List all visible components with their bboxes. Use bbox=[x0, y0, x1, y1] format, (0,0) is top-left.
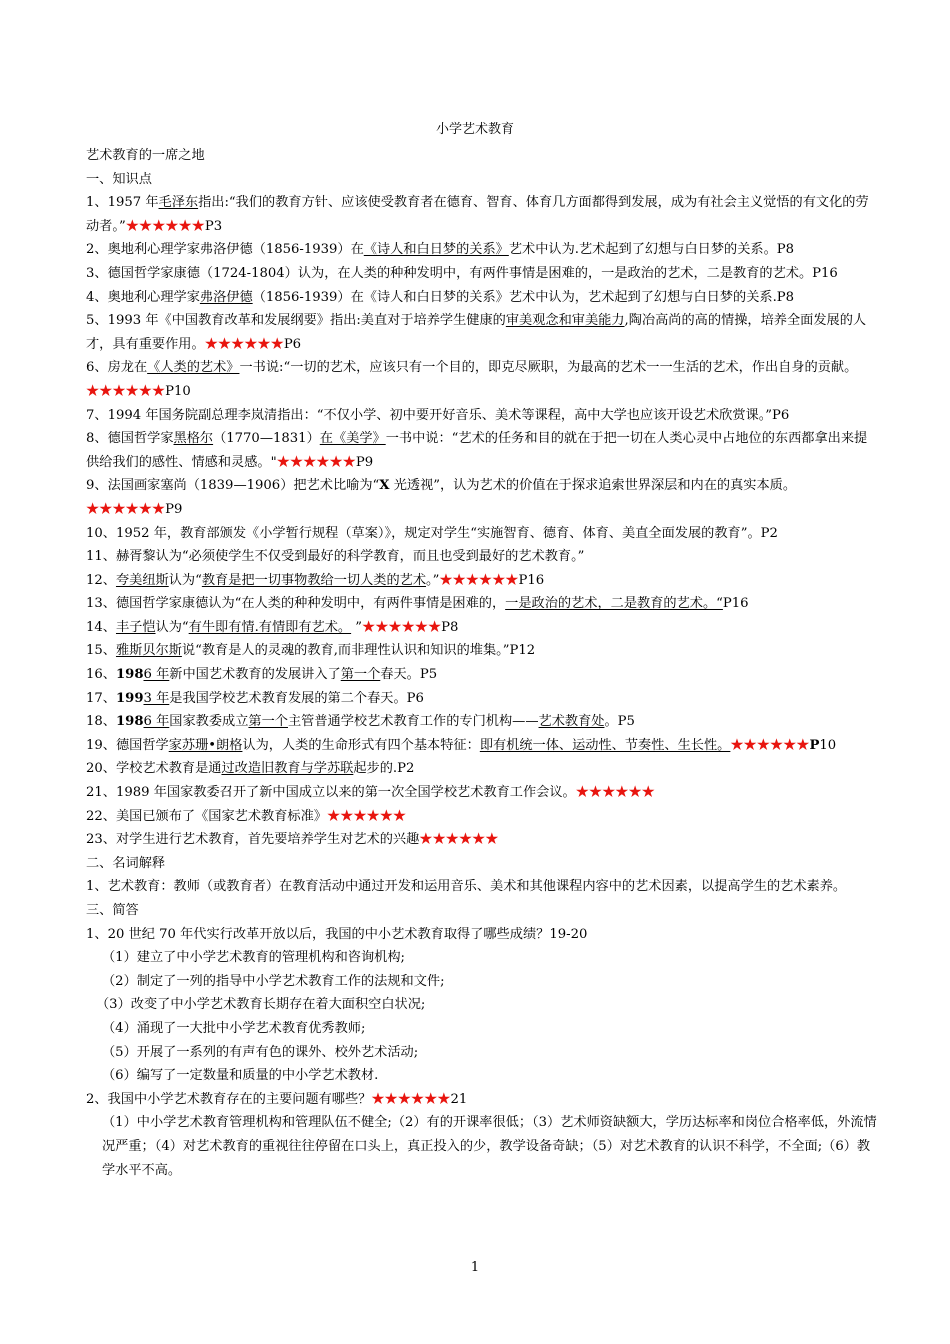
text-line: 2、奥地利心理学家弗洛伊德（1856-1939）在《诗人和白日梦的关系》艺术中认为.艺术起到了幻想与白日梦的关系。P8 bbox=[86, 242, 795, 258]
text-line: 14、丰子恺认为“有牛即有情.有情即有艺术。 ”★★★★★★P8 bbox=[86, 619, 459, 635]
document-body bbox=[86, 144, 878, 1182]
underlined-term: 在《美学》 bbox=[319, 431, 386, 447]
text-line: 二、名词解释 bbox=[86, 855, 166, 871]
text-line: 4、奥地利心理学家弗洛伊德（1856-1939）在《诗人和白日梦的关系》艺术中认为，艺术起到了幻想与白日梦的关系.P8 bbox=[86, 289, 795, 305]
text-line: 13、德国哲学家康德认为“在人类的种种发明中，有两件事情是困难的，一是政治的艺术，二是教育的艺术。“P16 bbox=[86, 596, 749, 612]
text-line: 16、1986 年新中国艺术教育的发展讲入了第一个春天。P5 bbox=[86, 667, 438, 683]
page-number: 1 bbox=[470, 1260, 480, 1275]
text-line: 2、我国中小学艺术教育存在的主要问题有哪些？★★★★★★21 bbox=[86, 1091, 468, 1107]
underlined-term: 夸美纽斯 bbox=[115, 572, 169, 588]
underlined-term: 有牛即有情.有情即有艺术。 bbox=[188, 619, 352, 635]
text-line: 6、房龙在《人类的艺术》一书说:“一切的艺术，应该只有一个目的，即克尽厥职，为最高的艺术一一生活的艺术，作出自身的贡献。★★★★★★P10 bbox=[86, 360, 858, 399]
importance-stars: ★★★★★★ bbox=[730, 737, 810, 753]
underlined-term: 一是政治的艺术，二是教育的艺术。“ bbox=[505, 596, 723, 612]
text-line: （5）开展了一系列的有声有色的课外、校外艺术活动; bbox=[102, 1044, 419, 1060]
document-title: 小学艺术教育 bbox=[435, 122, 514, 137]
underlined-term: 黑格尔 bbox=[173, 431, 214, 447]
text-line: 22、美国已颁布了《国家艺术教育标准》★★★★★★ bbox=[86, 808, 407, 824]
importance-stars: ★★★★★★ bbox=[439, 572, 519, 588]
underlined-term: 6 年 bbox=[143, 667, 170, 683]
text-line: 一、知识点 bbox=[86, 171, 152, 187]
text-line: 1、艺术教育：教师（或教育者）在教育活动中通过开发和运用音乐、美术和其他课程内容中的艺术因素，以提高学生的艺术素养。 bbox=[86, 879, 847, 895]
underlined-term: 家苏珊•朗格 bbox=[168, 737, 243, 753]
importance-stars: ★★★★★★ bbox=[326, 808, 407, 824]
underlined-term: 艺术教育处 bbox=[538, 714, 605, 730]
bold-text: P bbox=[809, 737, 820, 753]
text-line: （1）建立了中小学艺术教育的管理机构和咨询机构; bbox=[102, 950, 405, 966]
text-line: 10、1952 年，教育部颁发《小学暂行规程（草案）》，规定对学生“实施智育、德育、体育、美直全面发展的教育”。P2 bbox=[86, 525, 778, 541]
text-line: 20、学校艺术教育是通过改造旧教育与学苏联起步的.P2 bbox=[86, 761, 415, 777]
underlined-term: 弗洛伊德 bbox=[199, 289, 253, 305]
underlined-term: 6 年 bbox=[143, 714, 170, 730]
text-line: 9、法国画家塞尚（1839—1906）把艺术比喻为“X 光透视”，认为艺术的价值在于探求追索世界深层和内在的真实本质。★★★★★★P9 bbox=[86, 478, 797, 517]
text-line: （6）编写了一定数量和质量的中小学艺术教材. bbox=[102, 1068, 379, 1084]
importance-stars: ★★★★★★ bbox=[86, 383, 166, 399]
underlined-term: 教育是把一切事物教给一切人类的艺术 bbox=[201, 572, 427, 588]
importance-stars: ★★★★★★ bbox=[276, 454, 356, 470]
importance-stars: ★★★★★★ bbox=[371, 1091, 451, 1107]
bold-text: 198 bbox=[115, 667, 144, 683]
text-line: 3、德国哲学家康德（1724-1804）认为，在人类的种种发明中，有两件事情是困难的，一是政治的艺术，二是教育的艺术。P16 bbox=[86, 265, 838, 281]
underlined-term: 雅斯贝尔斯 bbox=[115, 643, 182, 659]
text-line: 17、1993 年是我国学校艺术教育发展的第二个春天。P6 bbox=[86, 690, 424, 706]
importance-stars: ★★★★★★ bbox=[362, 619, 442, 635]
underlined-term: 毛泽东 bbox=[158, 195, 199, 211]
importance-stars: ★★★★★★ bbox=[575, 785, 655, 801]
importance-stars: ★★★★★★ bbox=[125, 218, 205, 234]
text-line: 1、1957 年毛泽东指出:“我们的教育方针、应该使受教育者在德育、智育、体育几方面都得到发展，成为有社会主义觉悟的有文化的劳动者。”★★★★★★P3 bbox=[86, 195, 869, 234]
importance-stars: ★★★★★★ bbox=[204, 336, 284, 352]
underlined-term: 第一个 bbox=[248, 714, 288, 730]
text-line: 11、赫胥黎认为“必须使学生不仅受到最好的科学教育，而且也受到最好的艺术教育。” bbox=[86, 549, 585, 565]
text-line: 23、对学生进行艺术教育，首先要培养学生对艺术的兴趣★★★★★★ bbox=[86, 832, 499, 848]
bold-text: 198 bbox=[115, 714, 144, 730]
underlined-term: 审美观念和审美能力 bbox=[505, 313, 625, 329]
text-line: 15、雅斯贝尔斯说“教育是人的灵魂的教育,而非理性认识和知识的堆集。”P12 bbox=[86, 643, 536, 659]
bold-text: 199 bbox=[115, 690, 144, 706]
text-line: （1）中小学艺术教育管理机构和管理队伍不健全;（2）有的开课率很低；（3）艺术师资缺额大，学历达标率和岗位合格率低，外流情况严重；（4）对艺术教育的重视往往停留在口头上，真正投入的少，教学设备奇缺；（5）对艺术教育的认识不科学，不全面;（6）教学水平不高。 bbox=[102, 1115, 877, 1178]
importance-stars: ★★★★★★ bbox=[419, 832, 499, 848]
underlined-term: 第一个 bbox=[340, 667, 381, 683]
underlined-term: 《诗人和白日梦的关系》 bbox=[363, 242, 509, 258]
text-line: （3）改变了中小学艺术教育长期存在着大面积空白状况; bbox=[96, 997, 426, 1013]
bold-text: X bbox=[379, 478, 390, 494]
underlined-term: 3 年 bbox=[143, 690, 170, 706]
text-line: 21、1989 年国家教委召开了新中国成立以来的第一次全国学校艺术教育工作会议。★★★★★★ bbox=[86, 785, 655, 801]
text-line: （2）制定了一列的指导中小学艺术教育工作的法规和文件; bbox=[102, 973, 445, 989]
underlined-term: 《人类的艺术》 bbox=[147, 360, 240, 376]
underlined-term: 过改造旧教育与学苏联 bbox=[221, 761, 354, 777]
text-line: 18、1986 年国家教委成立第一个主管普通学校艺术教育工作的专门机构——艺术教育处。P5 bbox=[86, 714, 635, 730]
underlined-term: 丰子恺 bbox=[115, 619, 156, 635]
text-line: 8、德国哲学家黑格尔（1770—1831）在《美学》一书中说：“艺术的任务和目的就在于把一切在人类心灵中占地位的东西都拿出来提供给我们的感性、情感和灵感。"★★★★★★P9 bbox=[86, 431, 868, 470]
importance-stars: ★★★★★★ bbox=[86, 501, 166, 517]
text-line: 7、1994 年国务院副总理李岚清指出：“不仅小学、初中要开好音乐、美术等课程，高中大学也应该开设艺术欣赏课。”P6 bbox=[86, 407, 790, 423]
text-line: 19、德国哲学家苏珊•朗格认为，人类的生命形式有四个基本特征：即有机统一体、运动性、节奏性、生长性。★★★★★★P10 bbox=[86, 737, 837, 753]
text-line: 艺术教育的一席之地 bbox=[86, 148, 205, 163]
text-line: 三、简答 bbox=[86, 903, 139, 918]
text-line: （4）涌现了一大批中小学艺术教育优秀教师; bbox=[102, 1020, 366, 1036]
underlined-term: 即有机统一体、运动性、节奏性、生长性。 bbox=[479, 737, 731, 753]
text-line: 1、20 世纪 70 年代实行改革开放以后，我国的中小艺术教育取得了哪些成绩？19-20 bbox=[86, 926, 588, 942]
text-line: 5、1993 年《中国教育改革和发展纲要》指出:美直对于培养学生健康的审美观念和审美能力,陶冶高尚的高的情操，培养全面发展的人才，具有重要作用。★★★★★★P6 bbox=[86, 313, 867, 352]
text-line: 12、夸美纽斯认为“教育是把一切事物教给一切人类的艺术。”★★★★★★P16 bbox=[86, 572, 545, 588]
